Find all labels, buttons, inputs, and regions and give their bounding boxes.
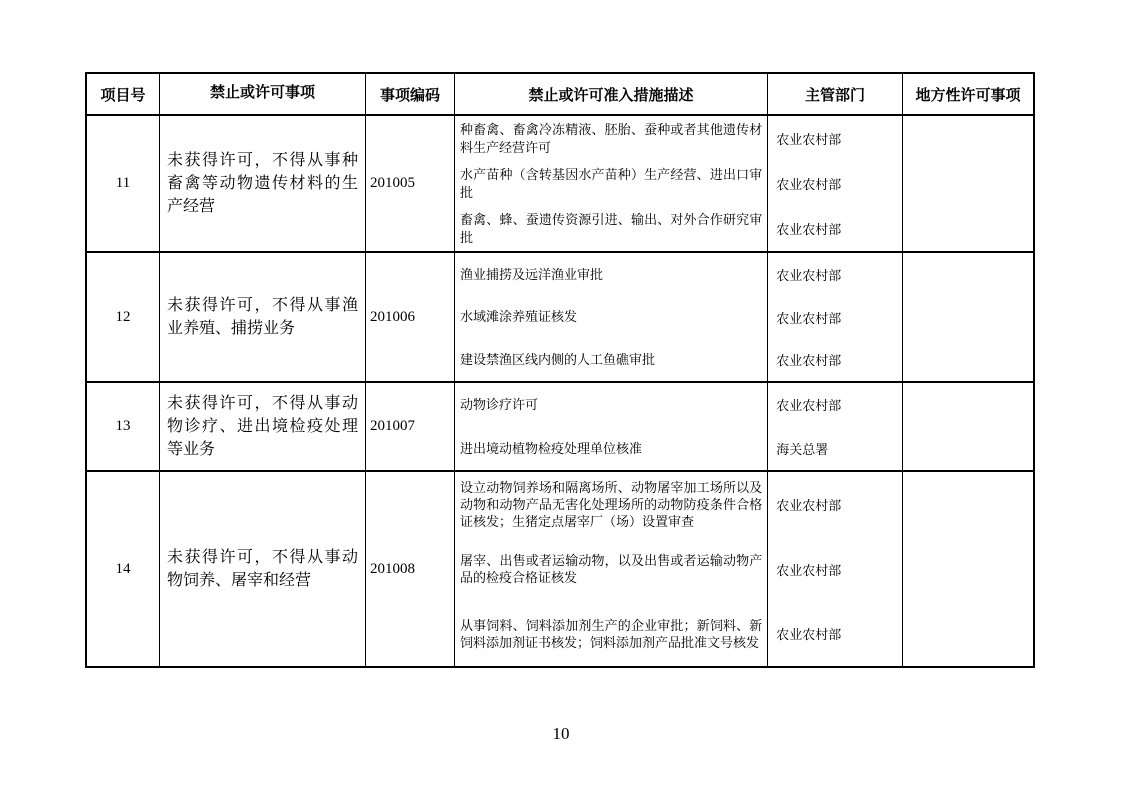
measure-row [455,296,902,339]
measure-row [455,338,902,381]
header-measures: 禁止或许可准入措施描述 [454,74,767,114]
measure-desc-text: 种畜禽、畜禽冷冻精液、胚胎、蚕种或者其他遗传材料生产经营许可 [460,122,763,155]
measure-desc [455,472,767,537]
measure-row [455,161,902,206]
measure-desc [455,427,767,471]
cell-measures [454,116,902,251]
measure-dept: 农业农村部 [767,161,902,206]
cell-item-no: 13 [115,418,131,434]
measure-desc-text: 畜禽、蜂、蚕遗传资源引进、输出、对外合作研究审批 [460,212,763,245]
header-code: 事项编码 [365,74,454,114]
measure-desc-text: 建设禁渔区线内侧的人工鱼礁审批 [460,352,656,368]
table-row [87,114,1033,251]
cell-item [159,253,365,381]
cell-item-no: 12 [115,308,131,325]
measure-desc-text: 动物诊疗许可 [460,397,539,413]
measure-desc-text: 进出境动植物检疫处理单位核准 [460,440,643,456]
measure-desc-text: 屠宰、出售或者运输动物，以及出售或者运输动物产品的检疫合格证核发 [460,552,763,585]
measure-dept: 农业农村部 [767,601,902,666]
cell-local-item [902,253,1033,381]
header-item: 禁止或许可事项 [159,74,365,114]
measure-desc [455,296,767,339]
measure-dept: 农业农村部 [767,206,902,251]
measure-dept: 农业农村部 [767,537,902,602]
measure-desc [455,537,767,602]
measure-desc [455,161,767,206]
header-item-no: 项目号 [100,87,146,104]
measure-row [455,206,902,251]
cell-item-no: 14 [115,560,131,577]
header-department: 主管部门 [767,74,902,114]
cell-item [159,383,365,470]
measure-desc-text: 从事饲料、饲料添加剂生产的企业审批；新饲料、新饲料添加剂证书核发；饲料添加剂产品批准文号核发 [460,617,763,650]
cell-code: 201005 [365,116,454,251]
measure-desc [455,116,767,161]
table-row [87,470,1033,666]
measure-desc [455,601,767,666]
measure-dept: 农业农村部 [767,116,902,161]
item-text: 未获得许可，不得从事动物诊疗、进出境检疫处理等业务 [167,394,358,459]
measure-dept: 农业农村部 [767,338,902,381]
measure-desc [455,253,767,296]
cell-measures [454,383,902,470]
measure-row [455,253,902,296]
measure-dept: 农业农村部 [767,383,902,427]
header-local-item: 地方性许可事项 [902,74,1033,114]
permit-items-table [85,72,1035,668]
measure-dept: 农业农村部 [767,253,902,296]
item-text: 未获得许可，不得从事种畜禽等动物遗传材料的生产经营 [167,151,358,216]
measure-desc-text: 渔业捕捞及远洋渔业审批 [460,266,604,282]
cell-item [159,116,365,251]
item-text: 未获得许可，不得从事动物饲养、屠宰和经营 [167,548,358,589]
cell-item-no: 11 [115,175,131,191]
measure-desc-text: 设立动物饲养场和隔离场所、动物屠宰加工场所以及动物和动物产品无害化处理场所的动物防疫条件合格证核发；生猪定点屠宰厂（场）设置审查 [460,479,763,529]
measure-desc [455,206,767,251]
cell-code: 201006 [365,253,454,381]
measure-row [455,601,902,666]
cell-code: 201008 [365,472,454,666]
measure-row [455,383,902,427]
cell-local-item [902,383,1033,470]
measure-dept: 农业农村部 [767,472,902,537]
measure-row [455,472,902,537]
measure-row [455,427,902,471]
measure-desc-text: 水产苗种（含转基因水产苗种）生产经营、进出口审批 [460,167,763,200]
measure-desc [455,383,767,427]
table-row [87,381,1033,470]
measure-desc [455,338,767,381]
item-text: 未获得许可，不得从事渔业养殖、捕捞业务 [167,296,358,337]
cell-local-item [902,472,1033,666]
measure-dept: 农业农村部 [767,296,902,339]
cell-item [159,472,365,666]
cell-measures [454,472,902,666]
table-header-row [87,74,1033,114]
page-number: 10 [552,724,570,743]
measure-row [455,537,902,602]
cell-local-item [902,116,1033,251]
measure-dept: 海关总署 [767,427,902,471]
measure-row [455,116,902,161]
cell-code: 201007 [365,383,454,470]
cell-measures [454,253,902,381]
table-row [87,251,1033,381]
measure-desc-text: 水域滩涂养殖证核发 [460,309,578,325]
